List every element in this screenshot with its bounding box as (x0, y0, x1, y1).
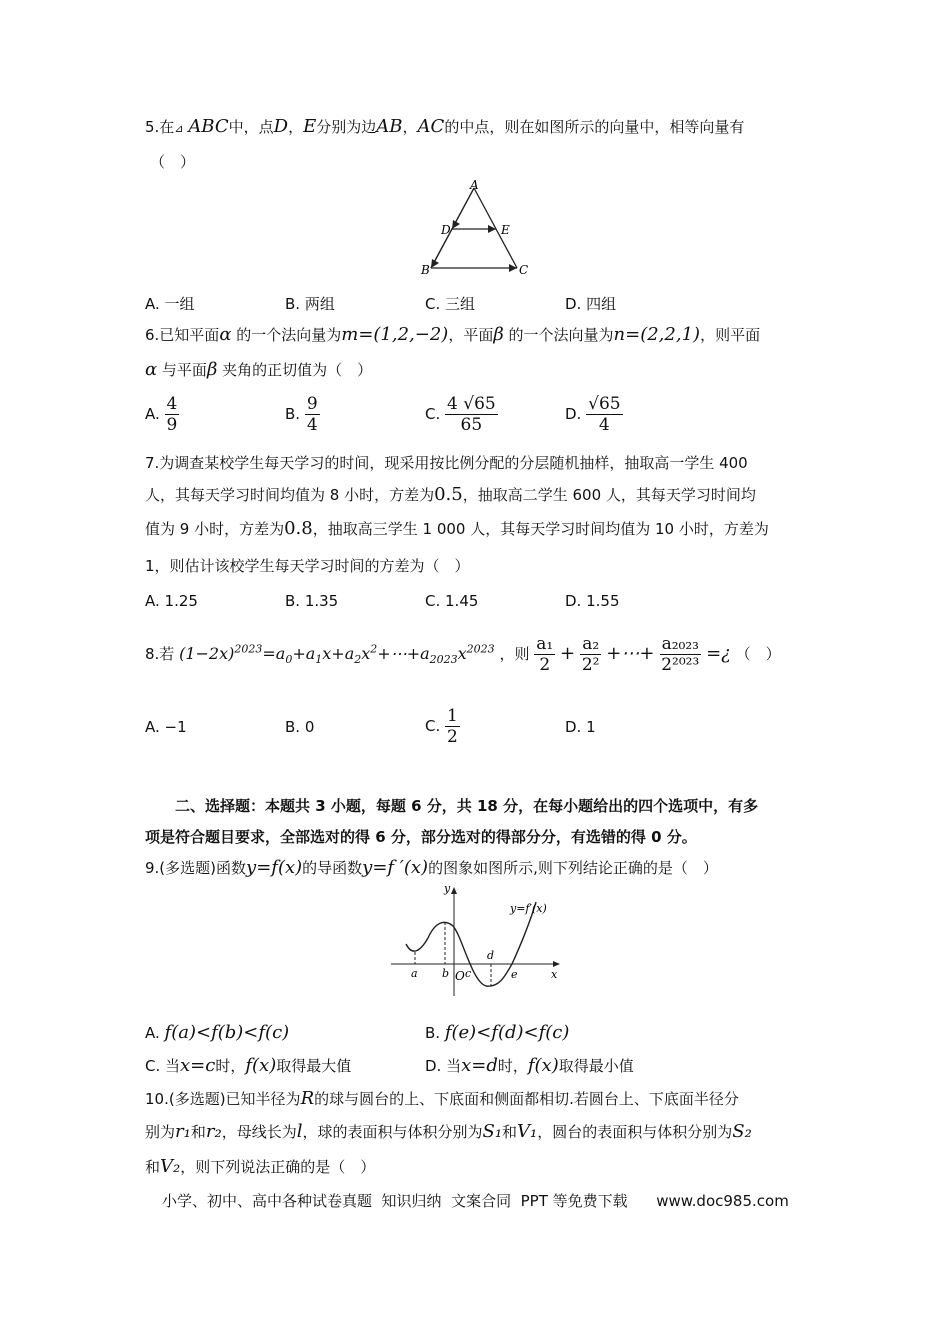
page-footer: 小学、初中、高中各种试卷真题 知识归纳 文案合同 PPT 等免费下载 www.doc985.com (162, 1192, 789, 1210)
q9-option-a: A. f(a)<f(b)<f(c) (145, 1022, 290, 1043)
q5-triangle-figure (415, 176, 535, 280)
q7-line2: 人，其每天学习时间均值为 8 小时，方差为0.5，抽取高二学生 600 人，其每天学习时间均 (145, 484, 756, 505)
q8-option-d: D. 1 (565, 718, 596, 736)
q6-option-c: C. $\frac{4 √65}{65}$ (425, 394, 496, 435)
svg-text:c: c (465, 967, 472, 980)
svg-text:O: O (455, 969, 465, 983)
svg-text:d: d (487, 949, 495, 962)
q7-line3: 值为 9 小时，方差为0.8，抽取高三学生 1 000 人，其每天学习时间均值为 10 小时，方差为 (145, 518, 769, 539)
svg-text:y: y (444, 882, 451, 895)
q5-option-c: C. 三组 (425, 295, 476, 313)
q7-line1: 7.为调查某校学生每天学习的时间，现采用按比例分配的分层随机抽样，抽取高一学生 400 (145, 454, 748, 472)
q5-option-a: A. 一组 (145, 295, 195, 313)
q5-option-d: D. 四组 (565, 295, 617, 313)
q10-line1: 10.(多选题)已知半径为R的球与圆台的上、下底面和侧面都相切.若圆台上、下底面半径分 (145, 1088, 739, 1109)
q6-line2: α 与平面β 夹角的正切值为（ ） (145, 359, 373, 380)
q9-option-c: C. 当x=c时，f(x)取得最大值 (145, 1055, 352, 1076)
q6-line1: 6.已知平面α 的一个法向量为m=(1,2,−2)，平面β 的一个法向量为n=(2,2,1)，则平面 (145, 324, 761, 345)
q7-line4: 1，则估计该校学生每天学习时间的方差为（ ） (145, 557, 470, 575)
q8-option-c: C. $\frac{1}{2}$ (425, 706, 458, 747)
svg-text:y=f′(x): y=f′(x) (510, 902, 547, 915)
label-B: B (421, 263, 430, 277)
q8-option-a: A. −1 (145, 718, 187, 736)
label-E: E (501, 223, 510, 237)
svg-text:a: a (411, 967, 418, 980)
q9-derivative-graph (388, 880, 568, 1000)
q7-option-a: A. 1.25 (145, 592, 198, 610)
svg-text:b: b (442, 967, 450, 980)
q10-line2: 别为r₁和r₂，母线长为l，球的表面积与体积分别为S₁和V₁，圆台的表面积与体积分别为S₂ (145, 1121, 752, 1142)
section2-heading-line2: 项是符合题目要求，全部选对的得 6 分，部分选对的得部分分，有选错的得 0 分。 (145, 828, 697, 846)
label-C: C (519, 263, 529, 277)
q7-option-d: D. 1.55 (565, 592, 620, 610)
q5-stem: 5.在⊿ ABC中，点D，E分别为边AB，AC的中点，则在如图所示的向量中，相等向量有 (145, 116, 745, 137)
label-D: D (441, 223, 451, 237)
q5-answer-paren: （ ） (150, 153, 196, 171)
q7-option-c: C. 1.45 (425, 592, 479, 610)
q8-option-b: B. 0 (285, 718, 315, 736)
q10-line3: 和V₂，则下列说法正确的是（ ） (145, 1156, 376, 1177)
label-A: A (470, 178, 479, 192)
q9-option-d: D. 当x=d时，f(x)取得最小值 (425, 1055, 634, 1076)
q6-option-b: B. $\frac{9}{4}$ (285, 394, 318, 435)
q6-option-d: D. $\frac{√65}{4}$ (565, 394, 621, 435)
svg-text:x: x (551, 968, 558, 981)
q5-option-b: B. 两组 (285, 295, 335, 313)
q9-stem: 9.(多选题)函数y=f(x)的导函数y=f ′(x)的图象如图所示,则下列结论正确的是（ ） (145, 857, 718, 878)
svg-text:e: e (511, 968, 518, 981)
q8-stem: 8.若 $(1-2x)^{2023}=a_0+a_1x+a_2x^2+\cdots+a_{2023}x^{2023}$ ，则 $\frac{\text{a₁}}{2}$ + $\frac{\text{a₂}}{\text{2²}}$ +⋯+ $\frac{\text{a₂₀₂₃}}{\text{2²⁰²³}}$ =¿ （ ） (145, 634, 781, 675)
q9-option-b: B. f(e)<f(d)<f(c) (425, 1022, 570, 1043)
q6-option-a: A. $\frac{4}{9}$ (145, 394, 178, 435)
section2-heading-line1: 二、选择题：本题共 3 小题，每题 6 分，共 18 分，在每小题给出的四个选项中，有多 (175, 797, 759, 815)
q7-option-b: B. 1.35 (285, 592, 339, 610)
